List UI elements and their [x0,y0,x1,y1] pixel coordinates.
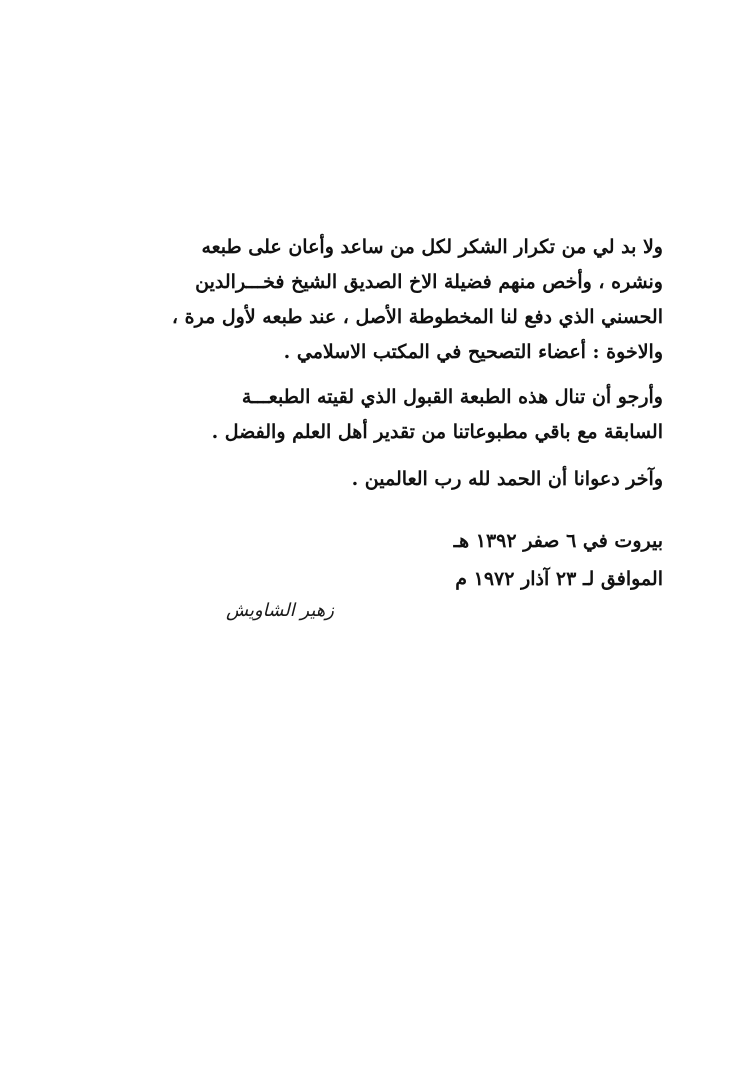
gregorian-date: الموافق لـ ٢٣ آذار ١٩٧٢ م [455,568,663,590]
closing-paragraph [133,462,663,497]
paragraph-line: السابقة مع باقي مطبوعاتنا من تقدير أهل العلم والفضل . [211,421,663,443]
closing-line: وآخر دعوانا أن الحمد لله رب العالمين . [351,468,663,490]
paragraph-line: وأرجو أن تنال هذه الطبعة القبول الذي لقيته الطبعـــة [241,386,663,408]
paragraph-line: والاخوة : أعضاء التصحيح في المكتب الاسلامي . [283,341,663,363]
hijri-date: بيروت في ٦ صفر ١٣٩٢ هـ [453,530,663,552]
signature [200,596,360,626]
hope-paragraph [133,380,663,450]
paragraph-line: ونشره ، وأخص منهم فضيلة الاخ الصديق الشيخ فخـــرالدين [195,271,663,293]
paragraph-line: ولا بد لي من تكرار الشكر لكل من ساعد وأعان على طبعه [201,236,663,258]
signature-name: زهير الشاويش [226,600,334,621]
paragraph-line: الحسني الذي دفع لنا المخطوطة الأصل ، عند طبعه لأول مرة ، [171,306,663,328]
thanks-paragraph [133,230,663,370]
dateline [243,522,663,598]
